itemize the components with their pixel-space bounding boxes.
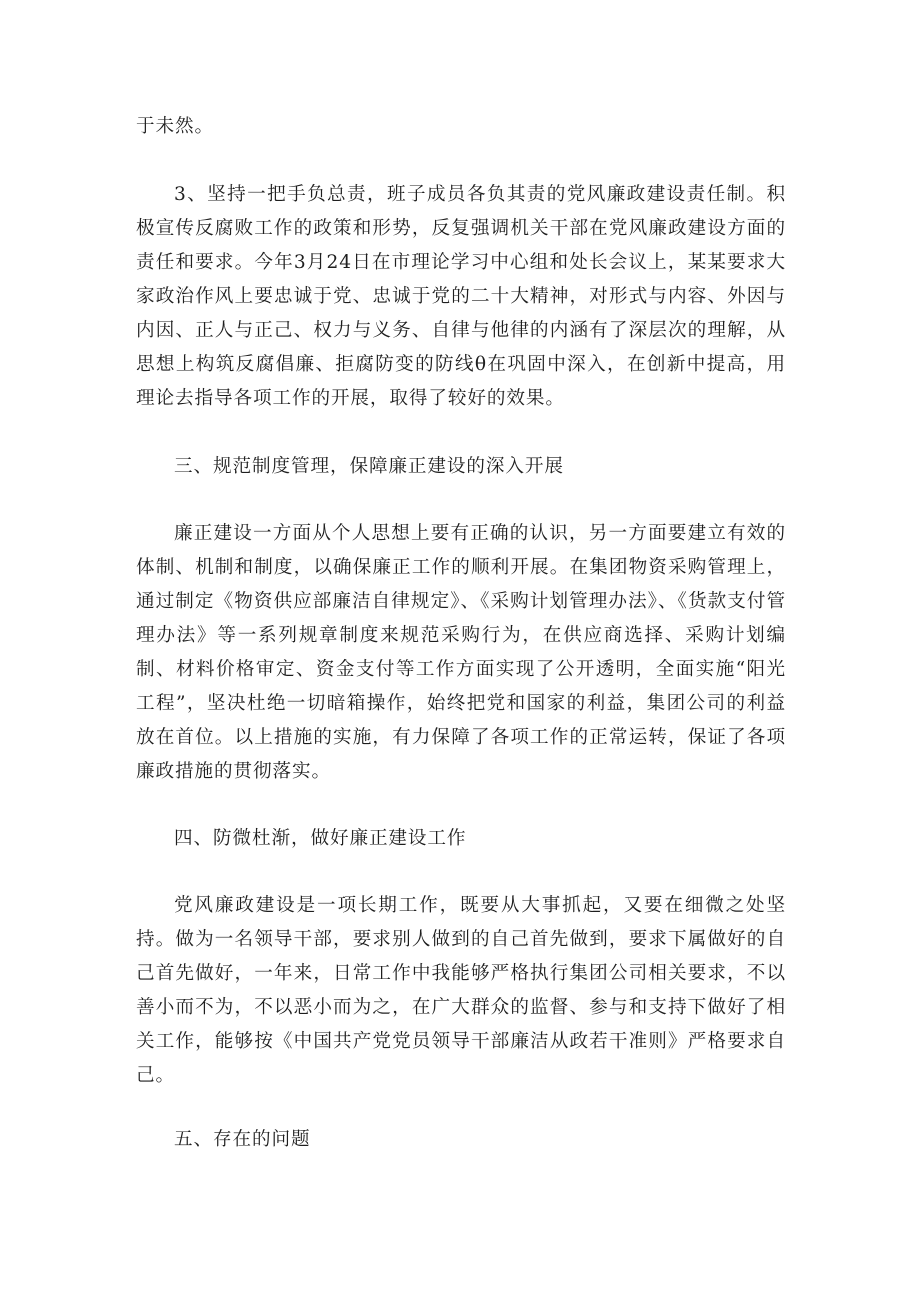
continuation-text: 于未然。 [136,116,214,137]
text-line: 款支付管理办法》等一系列规章制度来规范采购行为，在供应商选择、采 [136,591,787,646]
text-line: 外因与内因、正人与正己、权力与义务、自律与他律的内涵有了深层次的 [136,286,786,341]
text-line: 团公司的利益放在首位。以上措施的实施，有力保障了各项工作的正常运转， [136,693,786,748]
text-line: 提高，用理论去指导各项工作的开展，取得了较好的效果。 [136,354,786,409]
text-line: 保证了各项廉政措施的贯彻落实。 [136,727,786,782]
text-line: 不以善小而不为，不以恶小而为之，在广大群众的监督、参与和支持下做 [136,963,786,1018]
paragraph-integrity-building [136,517,786,789]
text-line: 党风廉政建设是一项长期工作，既要从大事抓起，又要在细微之处坚 [174,895,786,916]
text-line: 好了相关工作，能够按《中国共产党党员领导干部廉洁从政若干准则》严 [136,997,786,1052]
text-line: 3、坚持一把手负总责，班子成员各负其责的党风廉政建设责任制。积 [174,184,786,205]
text-line: 的责任和要求。今年3月24日在市理论学习中心组和处长会议上，某某要 [136,218,786,273]
text-line: 理解，从思想上构筑反腐倡廉、拒腐防变的防线θ在巩固中深入，在创新中 [136,320,786,375]
section-heading-3: 三、规范制度管理，保障廉正建设的深入开展 [174,456,564,477]
text-line: 的体制、机制和制度，以确保廉正工作的顺利开展。在集团物资采购管理 [136,523,786,578]
text-line: 实施“阳光工程”，坚决杜绝一切暗箱操作，始终把党和国家的利益，集 [136,659,786,714]
text-line: 持。做为一名领导干部，要求别人做到的自己首先做到，要求下属做好的 [136,929,767,950]
text-line: 购计划编制、材料价格审定、资金支付等工作方面实现了公开透明，全面 [136,625,786,680]
text-line: 极宣传反腐败工作的政策和形势，反复强调机关干部在党风廉政建设方面 [136,218,767,239]
text-line: 上，通过制定《物资供应部廉洁自律规定》、《采购计划管理办法》、《货 [136,557,786,612]
paragraph-responsibility-system [136,178,786,416]
text-line: 自己首先做好，一年来，日常工作中我能够严格执行集团公司相关要求， [136,929,786,984]
section-heading-5: 五、存在的问题 [174,1129,311,1150]
text-line: 格要求自己。 [136,1031,786,1086]
paragraph-party-conduct [136,889,786,1093]
text-line: 廉正建设一方面从个人思想上要有正确的认识，另一方面要建立有效 [174,523,767,544]
text-line: 求大家政治作风上要忠诚于党、忠诚于党的二十大精神，对形式与内容、 [136,252,786,307]
section-heading-4: 四、防微杜渐，做好廉正建设工作 [174,828,467,849]
